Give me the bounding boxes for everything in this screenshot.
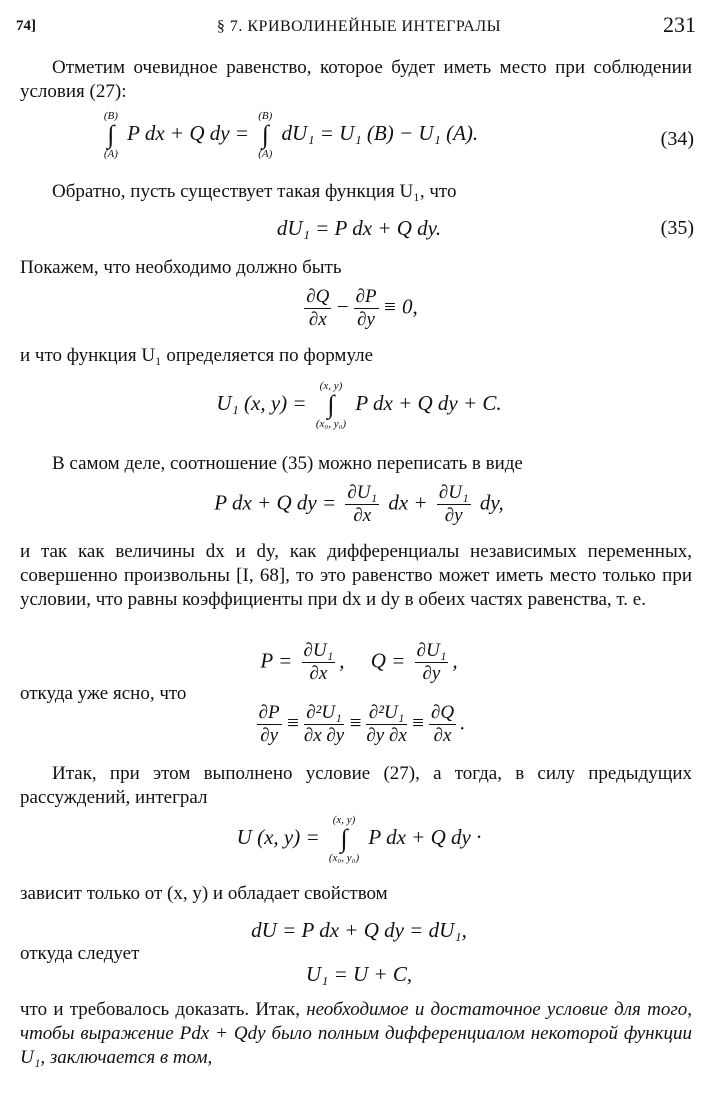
- numerator: ∂Q: [306, 286, 330, 307]
- numerator: ∂²U₁: [366, 702, 406, 725]
- paragraph-10: откуда следует: [20, 943, 140, 964]
- equation-number: (34): [660, 128, 694, 150]
- operator: ≡: [285, 710, 300, 735]
- paragraph-8: Итак, при этом выполнено условие (27), а тогда, в силу предыдущих рассуждений, интеграл: [20, 763, 692, 808]
- denominator: ∂y: [444, 505, 463, 526]
- denominator: ∂y: [357, 309, 375, 330]
- equation-tail: ,: [452, 648, 458, 673]
- equation-tail: .: [460, 710, 466, 735]
- equation-lhs: U (x, y) =: [236, 824, 320, 849]
- integrand: P dx + Q dy =: [127, 120, 249, 145]
- paragraph-4: и что функция U₁ определяется по формуле: [20, 345, 374, 366]
- equation-lhs: P dx + Q dy =: [214, 490, 337, 515]
- running-head-title: § 7. КРИВОЛИНЕЙНЫЕ ИНТЕГРАЛЫ: [216, 18, 502, 35]
- equation-final: U₁ = U + C,: [305, 962, 413, 986]
- paragraph-5: В самом деле, соотношение (35) можно переписать в виде: [52, 453, 523, 474]
- equation-34: [0, 110, 648, 160]
- upper-limit: (B): [258, 110, 273, 122]
- equation-du: dU = P dx + Q dy = dU₁,: [251, 918, 467, 942]
- denominator: ∂x: [353, 505, 372, 526]
- denominator: ∂x: [308, 309, 327, 330]
- numerator: ∂U₁: [416, 640, 447, 661]
- page-number: 231: [663, 12, 696, 37]
- equation-u: [0, 814, 718, 864]
- theorem-statement: необходимое и достаточное условие для того, чтобы выражение Pdx + Qdy было полным дифференциалом некоторой функции U₁, заключается в том,: [20, 999, 692, 1068]
- equation-separator: , Q =: [339, 648, 406, 673]
- numerator: ∂P: [355, 286, 377, 307]
- denominator: ∂x: [309, 663, 328, 684]
- operator: ≡: [348, 710, 363, 735]
- numerator: ∂²U₁: [304, 702, 344, 725]
- operator: ≡: [410, 710, 425, 735]
- equation-tail: dy,: [479, 490, 504, 515]
- upper-limit: (x, y): [319, 380, 343, 392]
- paragraph-7: откуда уже ясно, что: [20, 683, 187, 704]
- integral-sign: (x, y) ∫ (x₀, y₀): [328, 814, 360, 864]
- equation-condition: [0, 286, 718, 331]
- paragraph-2: Обратно, пусть существует такая функция U₁, что: [52, 181, 457, 202]
- paragraph-1: Отметим очевидное равенство, которое будет иметь место при соблюдении условия (27):: [20, 57, 692, 102]
- upper-limit: (B): [103, 110, 118, 122]
- integral-sign: (x, y) ∫ (x₀, y₀): [315, 380, 347, 430]
- equation-rhs: dU₁ = U₁ (B) − U₁ (A).: [281, 120, 479, 145]
- equation-middle: dx +: [388, 490, 428, 515]
- numerator: ∂U₁: [438, 482, 469, 503]
- equation-lhs: U₁ (x, y) =: [216, 390, 307, 415]
- lower-limit: (x₀, y₀): [328, 852, 360, 864]
- equation-35: dU₁ = P dx + Q dy.: [276, 216, 442, 240]
- equation-rhs: P dx + Q dy ·: [368, 824, 482, 849]
- equation-tail: ≡ 0,: [382, 294, 418, 319]
- lower-limit: (A): [258, 148, 273, 160]
- paragraph-text: что и требовалось доказать. Итак,: [20, 999, 307, 1020]
- operator: −: [335, 294, 350, 319]
- equation-rhs: P dx + Q dy + C.: [355, 390, 502, 415]
- numerator: ∂U₁: [303, 640, 334, 661]
- denominator: ∂x: [433, 725, 452, 746]
- paragraph-6: и так как величины dx и dy, как дифференциалы независимых переменных, совершенно произвольны [I, 68], то это равенство может иметь место только при условии, что равны коэффициенты при dx и dy в обеих частях равенства, т. е.: [20, 541, 692, 610]
- numerator: ∂P: [258, 702, 280, 723]
- equation-number: (35): [660, 217, 694, 239]
- equation-lhs: P =: [260, 648, 293, 673]
- denominator: ∂y: [260, 725, 279, 746]
- equation-u1: [0, 380, 718, 430]
- upper-limit: (x, y): [332, 814, 356, 826]
- paragraph-3: Покажем, что необходимо должно быть: [20, 257, 342, 278]
- integral-sign: (B) ∫ (A): [103, 110, 118, 160]
- numerator: ∂U₁: [347, 482, 378, 503]
- paragraph-9: зависит только от (x, y) и обладает свойством: [20, 883, 388, 904]
- lower-limit: (x₀, y₀): [315, 418, 347, 430]
- lower-limit: (A): [103, 148, 118, 160]
- denominator: ∂y: [422, 663, 441, 684]
- numerator: ∂Q: [430, 702, 455, 723]
- integral-sign: (B) ∫ (A): [258, 110, 273, 160]
- running-head-section: 74]: [16, 18, 36, 34]
- equation-p-q: [0, 640, 718, 685]
- denominator: ∂x ∂y: [303, 725, 345, 746]
- paragraph-11: [20, 998, 692, 1070]
- equation-mixed-derivatives: [0, 702, 718, 747]
- equation-expansion: [0, 482, 718, 527]
- denominator: ∂y ∂x: [366, 725, 407, 746]
